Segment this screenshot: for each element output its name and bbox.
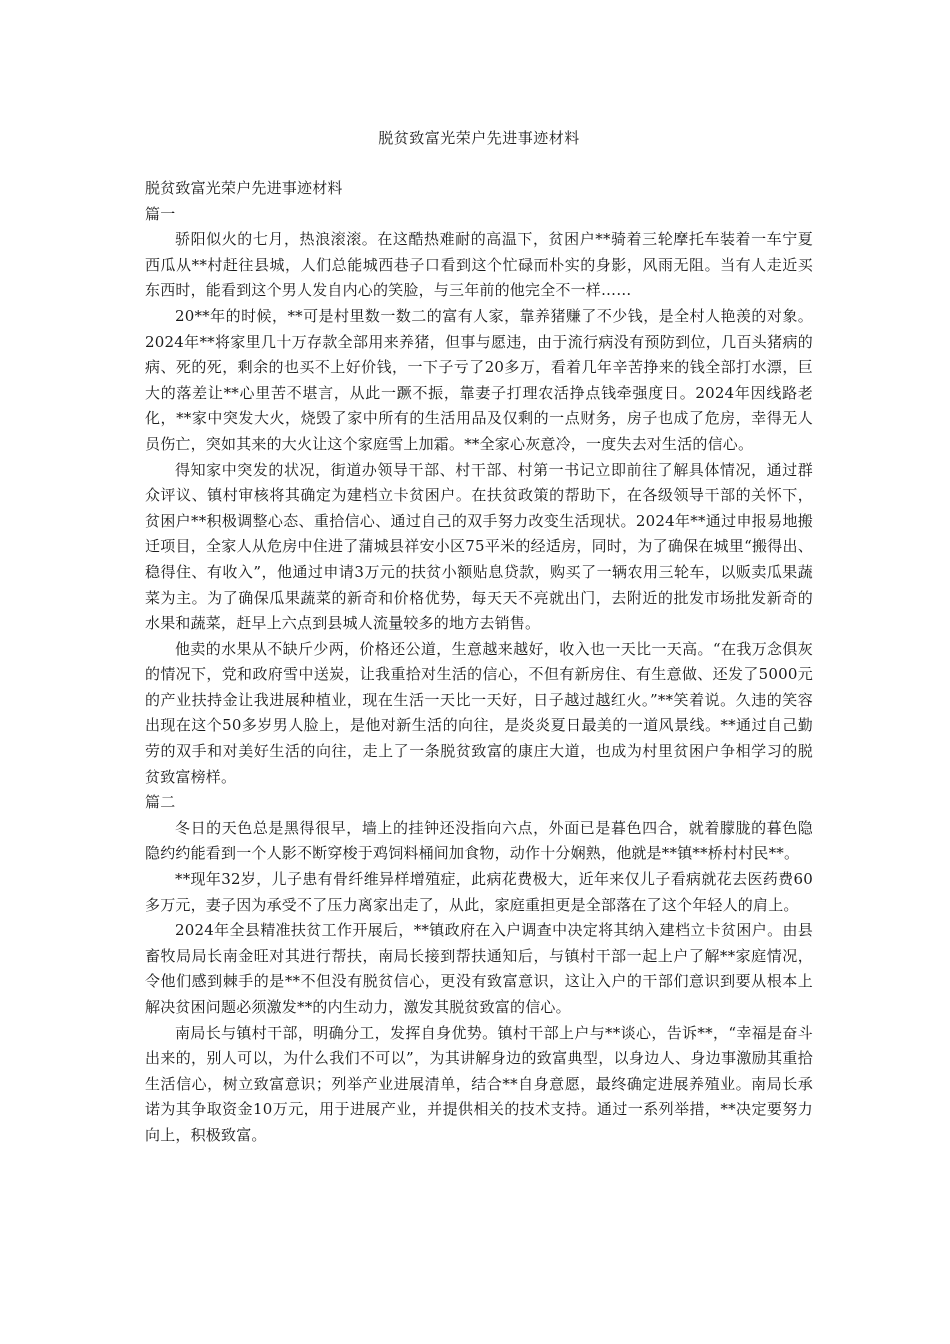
document-subtitle: 脱贫致富光荣户先进事迹材料 bbox=[145, 179, 343, 197]
section-heading-two: 篇二 bbox=[145, 793, 176, 812]
document-body bbox=[145, 176, 813, 1149]
paragraph: 骄阳似火的七月，热浪滚滚。在这酷热难耐的高温下，贫困户**骑着三轮摩托车装着一车宁夏西瓜从**村赶往县城，人们总能城西巷子口看到这个忙碌而朴实的身影，风雨无阻。当有人走近买东西时，能看到这个男人发自内心的笑脸，与三年前的他完全不一样…… bbox=[145, 230, 813, 300]
paragraph: 2024年全县精准扶贫工作开展后，**镇政府在入户调查中决定将其纳入建档立卡贫困户。由县畜牧局局长南金旺对其进行帮扶，南局长接到帮扶通知后，与镇村干部一起上户了解**家庭情况，令他们感到棘手的是**不但没有脱贫信心，更没有致富意识，这让入户的干部们意识到要从根本上解决贫困问题必须激发**的内生动力，激发其脱贫致富的信心。 bbox=[145, 921, 813, 1016]
paragraph: 得知家中突发的状况，街道办领导干部、村干部、村第一书记立即前往了解具体情况，通过群众评议、镇村审核将其确定为建档立卡贫困户。在扶贫政策的帮助下，在各级领导干部的关怀下，贫困户**积极调整心态、重拾信心、通过自己的双手努力改变生活现状。2024年**通过申报易地搬迁项目，全家人从危房中住进了蒲城县祥安小区75平米的经适房，同时，为了确保在城里“搬得出、稳得住、有收入”，他通过申请3万元的扶贫小额贴息贷款，购买了一辆农用三轮车，以贩卖瓜果蔬菜为主。为了确保瓜果蔬菜的新奇和价格优势，每天天不亮就出门，去附近的批发市场批发新奇的水果和蔬菜，赶早上六点到县城人流量较多的地方去销售。 bbox=[145, 460, 813, 633]
paragraph: **现年32岁，儿子患有骨纤维异样增殖症，此病花费极大，近年来仅儿子看病就花去医药费60多万元，妻子因为承受不了压力离家出走了，从此，家庭重担更是全部落在了这个年轻人的肩上。 bbox=[145, 870, 813, 914]
paragraph: 南局长与镇村干部，明确分工，发挥自身优势。镇村干部上户与**谈心，告诉**，“幸福是奋斗出来的，别人可以，为什么我们不可以”，为其讲解身边的致富典型，以身边人、身边事激励其重拾生活信心，树立致富意识；列举产业进展清单，结合**自身意愿，最终确定进展养殖业。南局长承诺为其争取资金10万元，用于进展产业，并提供相关的技术支持。通过一系列举措，**决定要努力向上，积极致富。 bbox=[145, 1023, 813, 1144]
document-title: 脱贫致富光荣户先进事迹材料 bbox=[378, 129, 580, 147]
paragraph: 他卖的水果从不缺斤少两，价格还公道，生意越来越好，收入也一天比一天高。“在我万念俱灰的情况下，党和政府雪中送炭，让我重拾对生活的信心，不但有新房住、有生意做、还发了5000元的产业扶持金让我进展种植业，现在生活一天比一天好，日子越过越红火。”**笑着说。久违的笑容出现在这个50多岁男人脸上，是他对新生活的向往，是炎炎夏日最美的一道风景线。**通过自己勤劳的双手和对美好生活的向往，走上了一条脱贫致富的康庄大道，也成为村里贫困户争相学习的脱贫致富榜样。 bbox=[145, 639, 813, 786]
section-heading-one: 篇一 bbox=[145, 204, 176, 223]
paragraph: 冬日的天色总是黑得很早，墙上的挂钟还没指向六点，外面已是暮色四合，就着朦胧的暮色隐隐约约能看到一个人影不断穿梭于鸡饲料桶间加食物，动作十分娴熟，他就是**镇**桥村村民**。 bbox=[145, 818, 813, 863]
paragraph: 20**年的时候，**可是村里数一数二的富有人家，靠养猪赚了不少钱，是全村人艳羡的对象。2024年**将家里几十万存款全部用来养猪，但事与愿违，由于流行病没有预防到位，几百头猪病的病、死的死，剩余的也买不上好价钱，一下子亏了20多万，看着几年辛苦挣来的钱全部打水漂，巨大的落差让**心里苦不堪言，从此一蹶不振，靠妻子打理农活挣点钱牵强度日。2024年因线路老化，**家中突发大火，烧毁了家中所有的生活用品及仅剩的一点财务，房子也成了危房，幸得无人员伤亡，突如其来的大火让这个家庭雪上加霜。**全家心灰意冷，一度失去对生活的信心。 bbox=[145, 306, 813, 453]
